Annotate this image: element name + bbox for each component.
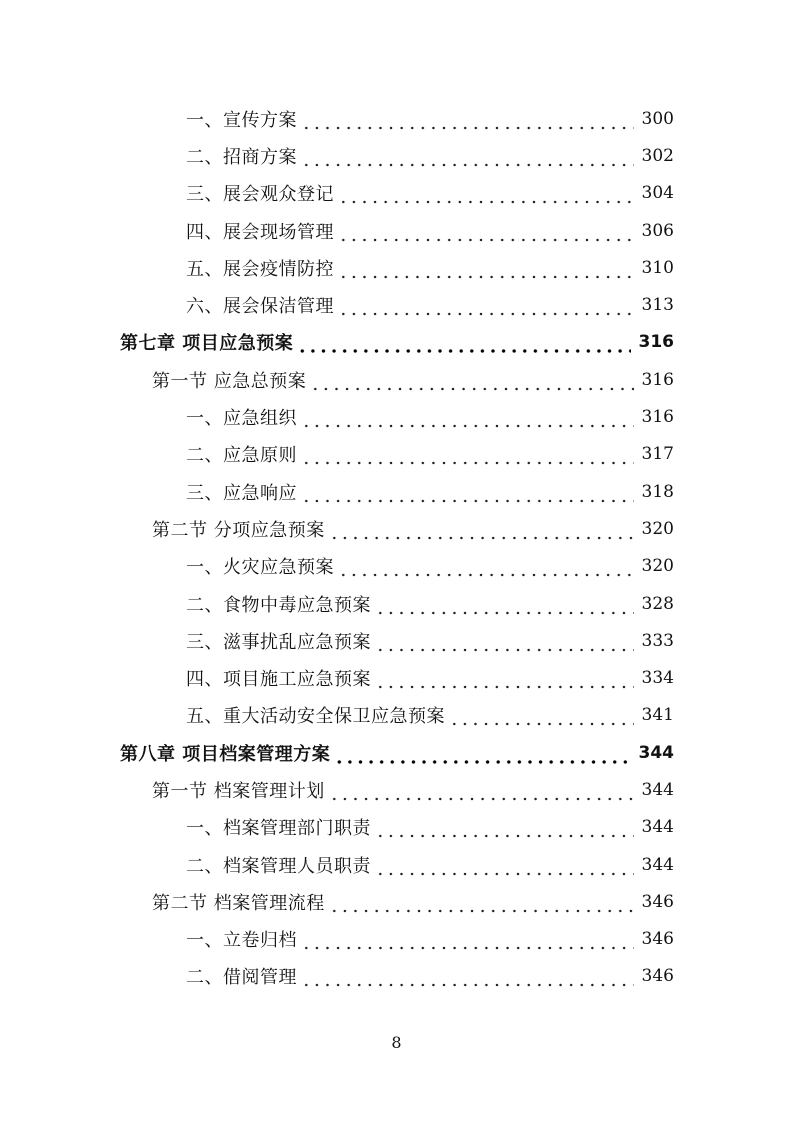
toc-entry-page-number: 344 [638,742,674,763]
page-number: 8 [391,1033,402,1052]
toc-entry-chapter[interactable] [0,734,793,771]
toc-entry-page-number: 344 [641,854,674,875]
toc-entry-section[interactable] [0,361,793,398]
toc-entry-title: 二、档案管理人员职责 [186,855,371,877]
toc-entry-page-number: 344 [641,779,674,800]
toc-entry-page-number: 346 [641,929,674,950]
toc-entry-page-number: 316 [641,369,674,390]
toc-entry-item[interactable] [0,137,793,174]
toc-entry-section[interactable] [0,510,793,547]
toc-entry-page-number: 320 [641,556,674,577]
toc-entry-item[interactable] [0,212,793,249]
toc-entry-page-number: 334 [641,668,674,689]
toc-entry-item[interactable] [0,100,793,137]
toc-entry-title: 二、应急原则 [186,445,297,467]
toc-entry-title: 三、应急响应 [186,482,297,504]
toc-entry-page-number: 344 [641,817,674,838]
toc-entry-chapter[interactable] [0,324,793,361]
toc-dot-leader [329,783,634,801]
toc-entry-title: 第二节 档案管理流程 [152,892,325,914]
toc-dot-leader [375,671,634,689]
toc-dot-leader [375,858,634,876]
toc-entry-title: 五、展会疫情防控 [186,258,334,280]
toc-dot-leader [449,708,634,726]
toc-entry-page-number: 320 [641,518,674,539]
toc-dot-leader [301,932,634,950]
toc-entry-title: 第一节 应急总预案 [152,370,307,392]
toc-entry-title: 一、档案管理部门职责 [186,818,371,840]
toc-entry-item[interactable] [0,846,793,883]
toc-entry-page-number: 328 [641,593,674,614]
toc-dot-leader [329,895,634,913]
toc-dot-leader [297,335,630,353]
toc-entry-item[interactable] [0,622,793,659]
toc-entry-item[interactable] [0,249,793,286]
toc-dot-leader [301,447,634,465]
toc-entry-item[interactable] [0,659,793,696]
toc-entry-page-number: 317 [641,444,674,465]
toc-entry-section[interactable] [0,771,793,808]
toc-entry-title: 一、立卷归档 [186,930,297,952]
toc-entry-title: 一、宣传方案 [186,109,297,131]
toc-entry-page-number: 304 [641,183,674,204]
toc-entry-page-number: 316 [638,332,674,353]
toc-entry-title: 三、滋事扰乱应急预案 [186,631,371,653]
toc-entry-item[interactable] [0,548,793,585]
toc-entry-item[interactable] [0,921,793,958]
toc-entry-title: 第二节 分项应急预案 [152,519,325,541]
toc-dot-leader [375,597,634,615]
toc-entry-title: 二、招商方案 [186,146,297,168]
toc-entry-page-number: 306 [641,220,674,241]
toc-dot-leader [310,373,633,391]
table-of-contents [0,100,793,995]
toc-entry-title: 一、应急组织 [186,408,297,430]
toc-dot-leader [301,112,634,130]
toc-entry-item[interactable] [0,286,793,323]
toc-entry-item[interactable] [0,958,793,995]
toc-dot-leader [338,224,634,242]
toc-entry-item[interactable] [0,436,793,473]
toc-entry-item[interactable] [0,175,793,212]
toc-dot-leader [334,746,630,764]
toc-entry-title: 四、展会现场管理 [186,221,334,243]
toc-entry-title: 二、食物中毒应急预案 [186,594,371,616]
toc-dot-leader [375,820,634,838]
toc-entry-page-number: 302 [641,145,674,166]
toc-entry-page-number: 346 [641,966,674,987]
toc-entry-page-number: 310 [641,257,674,278]
toc-entry-item[interactable] [0,585,793,622]
toc-entry-title: 第七章 项目应急预案 [120,333,294,355]
toc-entry-title: 第八章 项目档案管理方案 [120,743,331,765]
toc-entry-title: 二、借阅管理 [186,967,297,989]
toc-entry-title: 第一节 档案管理计划 [152,780,325,802]
toc-dot-leader [301,410,634,428]
toc-entry-section[interactable] [0,883,793,920]
toc-entry-item[interactable] [0,697,793,734]
toc-entry-page-number: 346 [641,891,674,912]
toc-dot-leader [338,298,634,316]
toc-entry-page-number: 300 [641,108,674,129]
toc-entry-title: 三、展会观众登记 [186,184,334,206]
toc-entry-page-number: 333 [641,630,674,651]
toc-entry-page-number: 341 [641,705,674,726]
toc-entry-page-number: 316 [641,407,674,428]
toc-entry-page-number: 318 [641,481,674,502]
toc-entry-item[interactable] [0,398,793,435]
toc-dot-leader [338,261,634,279]
toc-entry-item[interactable] [0,473,793,510]
toc-entry-title: 六、展会保洁管理 [186,296,334,318]
toc-entry-page-number: 313 [641,295,674,316]
toc-dot-leader [338,559,634,577]
toc-dot-leader [338,186,634,204]
toc-dot-leader [329,522,634,540]
toc-entry-title: 一、火灾应急预案 [186,557,334,579]
toc-entry-item[interactable] [0,809,793,846]
toc-dot-leader [301,149,634,167]
toc-dot-leader [301,485,634,503]
toc-entry-title: 四、项目施工应急预案 [186,669,371,691]
toc-dot-leader [301,969,634,987]
toc-entry-title: 五、重大活动安全保卫应急预案 [186,706,445,728]
toc-dot-leader [375,634,634,652]
